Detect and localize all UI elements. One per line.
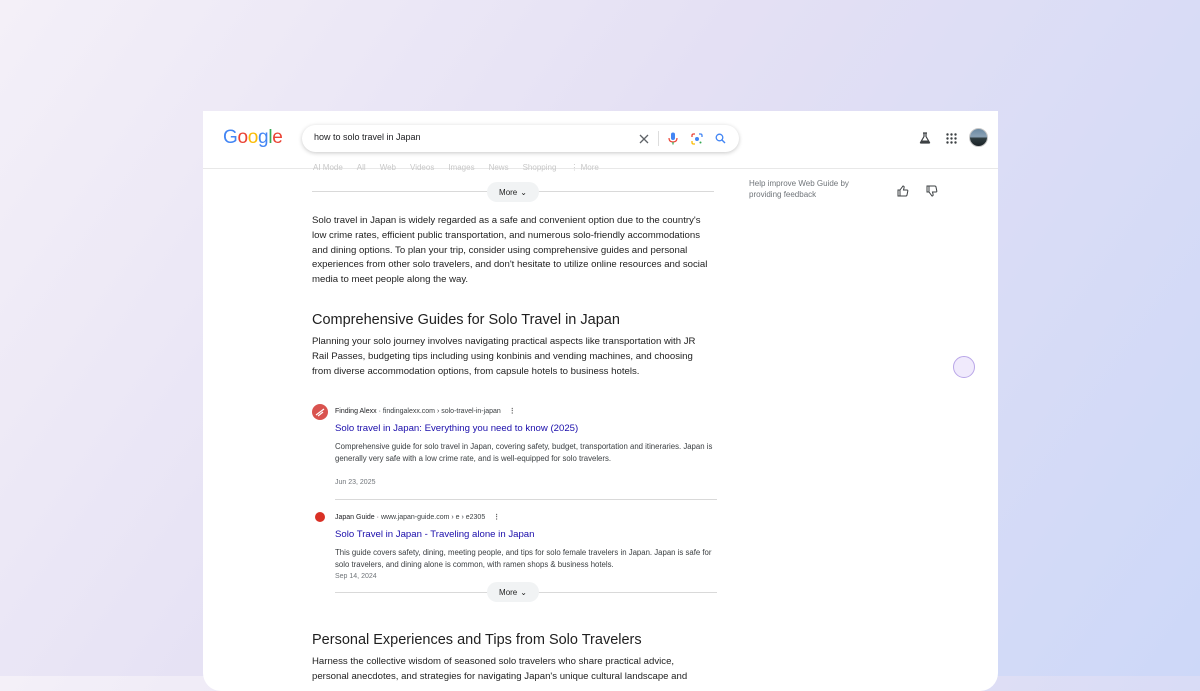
logo-letter: G <box>223 127 238 148</box>
avatar[interactable] <box>969 128 988 147</box>
tab-item[interactable]: Videos <box>410 163 435 172</box>
tab-item[interactable]: Shopping <box>522 163 557 172</box>
chevron-down-icon: ⌄ <box>520 187 527 197</box>
site-url: findingalexx.com › solo-travel-in-japan <box>382 408 501 415</box>
close-icon[interactable] <box>636 131 651 146</box>
logo-letter: g <box>258 127 269 148</box>
tab-item[interactable]: ⋮ More <box>570 163 599 172</box>
site-url: www.japan-guide.com › e › e2305 <box>380 514 486 521</box>
apps-grid-icon[interactable] <box>944 131 958 145</box>
google-logo[interactable] <box>223 127 283 149</box>
top-more-button[interactable] <box>487 182 539 202</box>
finding-alexx-favicon <box>312 404 328 420</box>
tab-item[interactable]: All <box>356 163 366 172</box>
search-box[interactable] <box>302 125 739 152</box>
result-snippet: Comprehensive guide for solo travel in Japan, covering safety, budget, transportation and itineraries. Japan is generally very safe with a low crime rate, and is well-equipped for solo travelers. <box>335 442 713 464</box>
search-tabs <box>313 163 613 172</box>
logo-letter: l <box>268 127 273 148</box>
browser-window <box>203 111 998 691</box>
result-snippet: This guide covers safety, dining, meeting people, and tips for solo female travelers in Japan. Japan is safe for solo travelers, and dining alone is common, with ramen shops & business hotels. <box>335 548 712 570</box>
result-title-link[interactable]: Solo travel in Japan: Everything you need to know (2025) <box>335 423 579 434</box>
flask-icon[interactable] <box>918 131 932 145</box>
site-name: Finding Alexx <box>335 408 377 415</box>
logo-letter: o <box>247 127 259 148</box>
url-separator: · <box>376 514 381 521</box>
search-header <box>203 111 998 172</box>
section-title: Comprehensive Guides for Solo Travel in Japan <box>312 312 620 328</box>
thumbs-up-icon[interactable] <box>896 184 910 198</box>
result-source[interactable] <box>335 513 500 521</box>
result-title-link[interactable]: Solo Travel in Japan - Traveling alone in Japan <box>335 529 535 540</box>
result-date: Jun 23, 2025 <box>335 479 376 486</box>
section-text: Harness the collective wisdom of seasoned solo travelers who share practical advice, personal anecdotes, and strategies for navigating Japan's unique cultural landscape and <box>312 656 688 682</box>
result-date: Sep 14, 2024 <box>335 573 377 580</box>
feedback-prompt: Help improve Web Guide by providing feedback <box>749 179 849 199</box>
url-separator: · <box>378 408 383 415</box>
logo-letter: e <box>272 127 283 148</box>
ai-overview-text: Solo travel in Japan is widely regarded as a safe and convenient option due to the country's low crime rates, efficient public transportation, and numerous solo-friendly accommodations and dining options. To plan your trip, consider using comprehensive guides and personal experiences from other solo travelers, and don't hesitate to utilize online resources and social media to meet people along the way. <box>312 215 708 286</box>
japan-guide-favicon <box>315 512 325 522</box>
tab-item[interactable]: Images <box>448 163 475 172</box>
thumbs-down-icon[interactable] <box>925 184 939 198</box>
search-icon[interactable] <box>713 131 728 146</box>
tab-item[interactable]: AI Mode <box>313 163 343 172</box>
logo-letter: o <box>237 127 248 148</box>
site-name: Japan Guide <box>335 514 375 521</box>
microphone-icon[interactable] <box>665 131 680 146</box>
result-divider <box>335 499 717 500</box>
lens-icon[interactable] <box>689 131 704 146</box>
section-title: Personal Experiences and Tips from Solo Travelers <box>312 632 642 648</box>
chevron-down-icon: ⌄ <box>520 587 527 597</box>
tab-item[interactable]: News <box>488 163 509 172</box>
more-label: More <box>499 587 518 597</box>
result-source[interactable] <box>335 407 516 415</box>
more-vert-icon[interactable]: ⋮ <box>493 514 501 521</box>
tab-item[interactable]: Web <box>379 163 396 172</box>
search-divider <box>658 131 659 146</box>
cursor-indicator <box>953 356 975 378</box>
section-more-button[interactable] <box>487 582 539 602</box>
search-input[interactable]: how to solo travel in Japan <box>314 132 421 142</box>
section-text: Planning your solo journey involves navigating practical aspects like transportation with JR Rail Passes, budgeting tips including using konbinis and vending machines, and choosing from diverse accommodation options, from capsule hotels to business hotels. <box>312 336 696 377</box>
more-vert-icon[interactable]: ⋮ <box>508 408 516 415</box>
more-label: More <box>499 187 518 197</box>
